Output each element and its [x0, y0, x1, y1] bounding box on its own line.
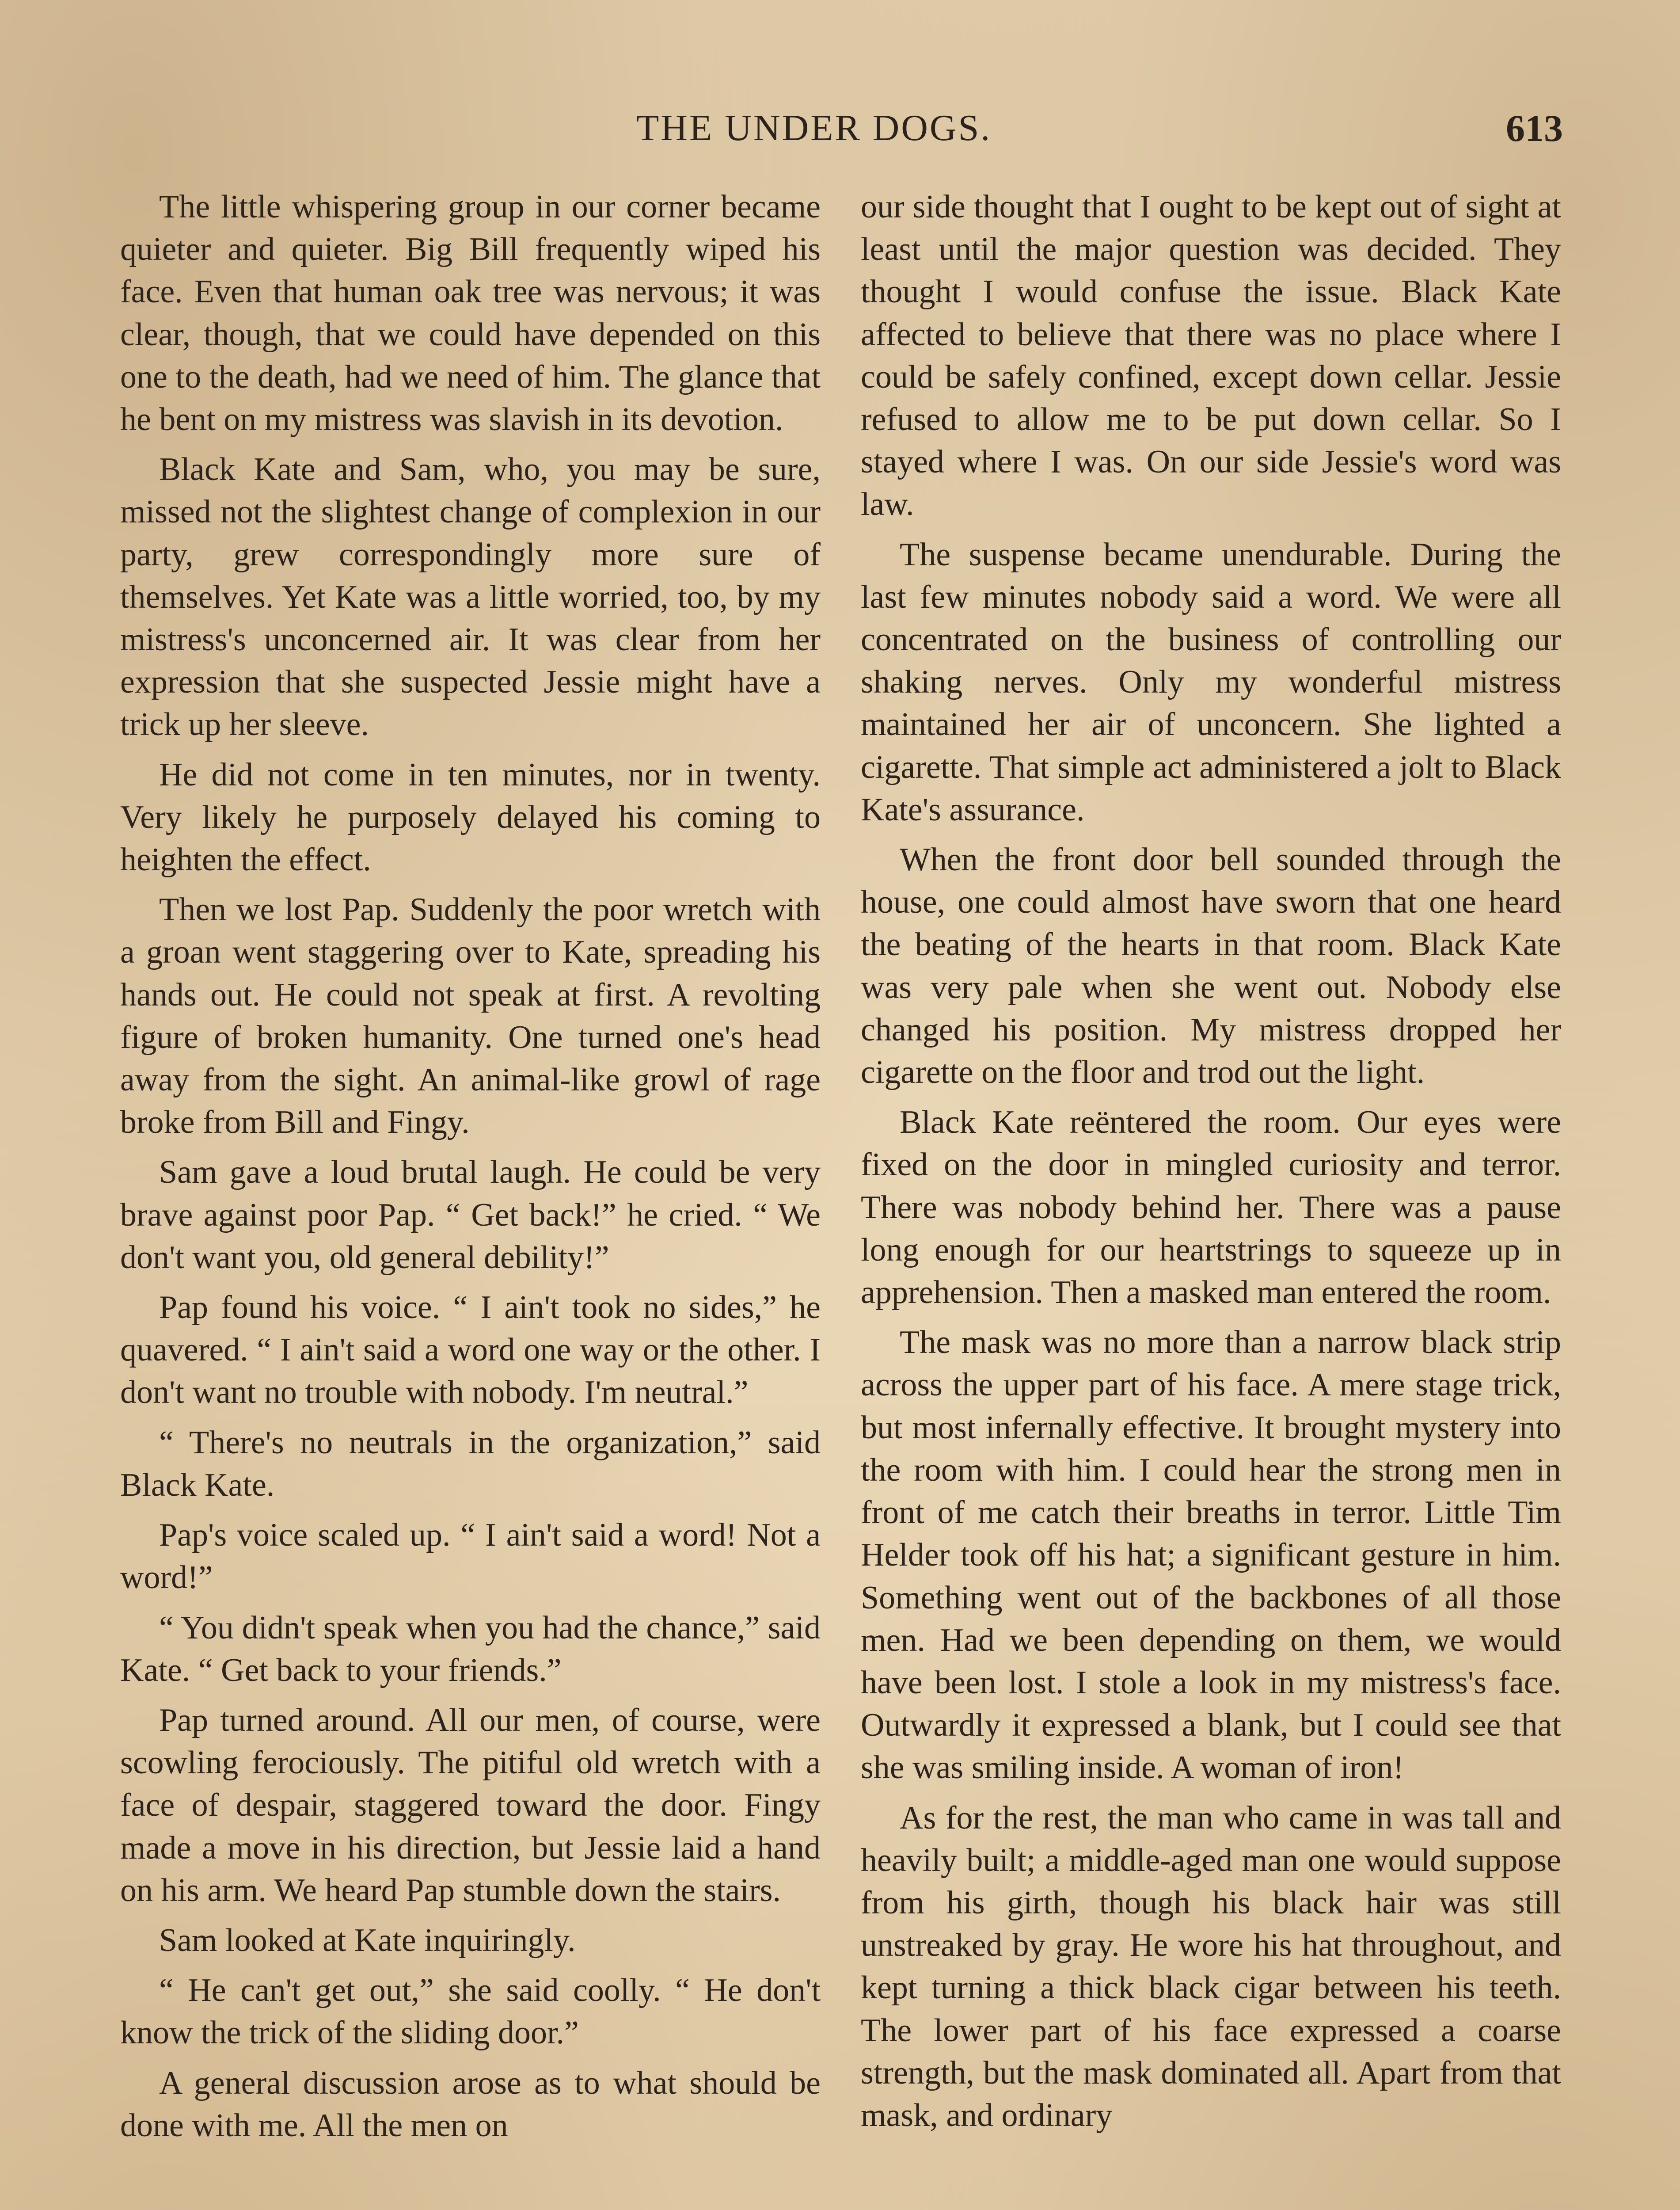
paragraph: Sam looked at Kate inquiringly.	[159, 1922, 576, 1959]
page-header	[0, 102, 1680, 155]
paragraph: Pap's voice scaled up. “ I ain't said a word! Not a word!”	[120, 1517, 821, 1596]
paragraph: Then we lost Pap. Suddenly the poor wretch with a groan went staggering over to Kate, spreading his hands out. He could not speak at first. A revolting figure of broken humanity. One turned one's head away from the sight. An animal-like growl of rage broke from Bill and Fingy.	[120, 892, 821, 1141]
paragraph: “ He can't get out,” she said coolly. “ He don't know the trick of the sliding door.”	[120, 1972, 821, 2051]
paragraph: The mask was no more than a narrow black strip across the upper part of his face. A mere stage trick, but most infernally effective. It brought mystery into the room with him. I could hear the strong men in front of me catch their breaths in terror. Little Tim Helder took off his hat; a significant gesture in him. Something went out of the backbones of all those men. Had we been depending on them, we would have been lost. I stole a look in my mistress's face. Outwardly it expressed a blank, but I could see that she was smiling inside. A woman of iron!	[861, 1324, 1561, 1786]
paragraph: Pap turned around. All our men, of course, were scowling ferociously. The pitiful old wretch with a face of despair, staggered toward the door. Fingy made a move in his direction, but Jessie laid a hand on his arm. We heard Pap stumble down the stairs.	[120, 1702, 821, 1909]
paragraph: When the front door bell sounded through the house, one could almost have sworn that one heard the beating of the hearts in that room. Black Kate was very pale when she went out. Nobody else changed his position. My mistress dropped her cigarette on the floor and trod out the light.	[861, 842, 1561, 1091]
text-column-right	[861, 186, 1561, 2144]
page-number: 613	[1506, 107, 1563, 149]
text-column-left	[120, 186, 821, 2154]
paragraph: As for the rest, the man who came in was tall and heavily built; a middle-aged man one would suppose from his girth, though his black hair was still unstreaked by gray. He wore his hat throughout, and kept turning a thick black cigar between his teeth. The lower part of his face expressed a coarse strength, but the mask dominated all. Apart from that mask, and ordinary	[861, 1799, 1561, 2134]
paragraph: The little whispering group in our corner became quieter and quieter. Big Bill frequently wiped his face. Even that human oak tree was nervous; it was clear, though, that we could have depended on this one to the death, had we need of him. The glance that he bent on my mistress was slavish in its devotion.	[120, 189, 821, 438]
paragraph: Black Kate reëntered the room. Our eyes were fixed on the door in mingled curiosity and terror. There was nobody behind her. There was a pause long enough for our heartstrings to squeeze up in apprehension. Then a masked man entered the room.	[861, 1104, 1561, 1311]
paragraph: “ You didn't speak when you had the chance,” said Kate. “ Get back to your friends.”	[120, 1609, 821, 1688]
paragraph: Pap found his voice. “ I ain't took no sides,” he quavered. “ I ain't said a word one way or the other. I don't want no trouble with nobody. I'm neutral.”	[120, 1289, 821, 1411]
paragraph: A general discussion arose as to what should be done with me. All the men on	[120, 2065, 821, 2144]
paragraph: Sam gave a loud brutal laugh. He could be very brave against poor Pap. “ Get back!” he cried. “ We don't want you, old general debility!”	[120, 1154, 821, 1276]
running-title: THE UNDER DOGS.	[636, 107, 992, 149]
paragraph: “ There's no neutrals in the organization,” said Black Kate.	[120, 1424, 821, 1503]
paragraph-continued: our side thought that I ought to be kept out of sight at least until the major question was decided. They thought I would confuse the issue. Black Kate affected to believe that there was no place where I could be safely confined, except down cellar. Jessie refused to allow me to be put down cellar. So I stayed where I was. On our side Jessie's word was law.	[861, 189, 1561, 523]
paragraph: He did not come in ten minutes, nor in twenty. Very likely he purposely delayed his coming to heighten the effect.	[120, 756, 821, 878]
paragraph: Black Kate and Sam, who, you may be sure, missed not the slightest change of complexion in our party, grew correspondingly more sure of themselves. Yet Kate was a little worried, too, by my mistress's unconcerned air. It was clear from her expression that she suspected Jessie might have a trick up her sleeve.	[120, 451, 821, 743]
paragraph: The suspense became unendurable. During the last few minutes nobody said a word. We were all concentrated on the business of controlling our shaking nerves. Only my wonderful mistress maintained her air of unconcern. She lighted a cigarette. That simple act administered a jolt to Black Kate's assurance.	[861, 536, 1561, 828]
